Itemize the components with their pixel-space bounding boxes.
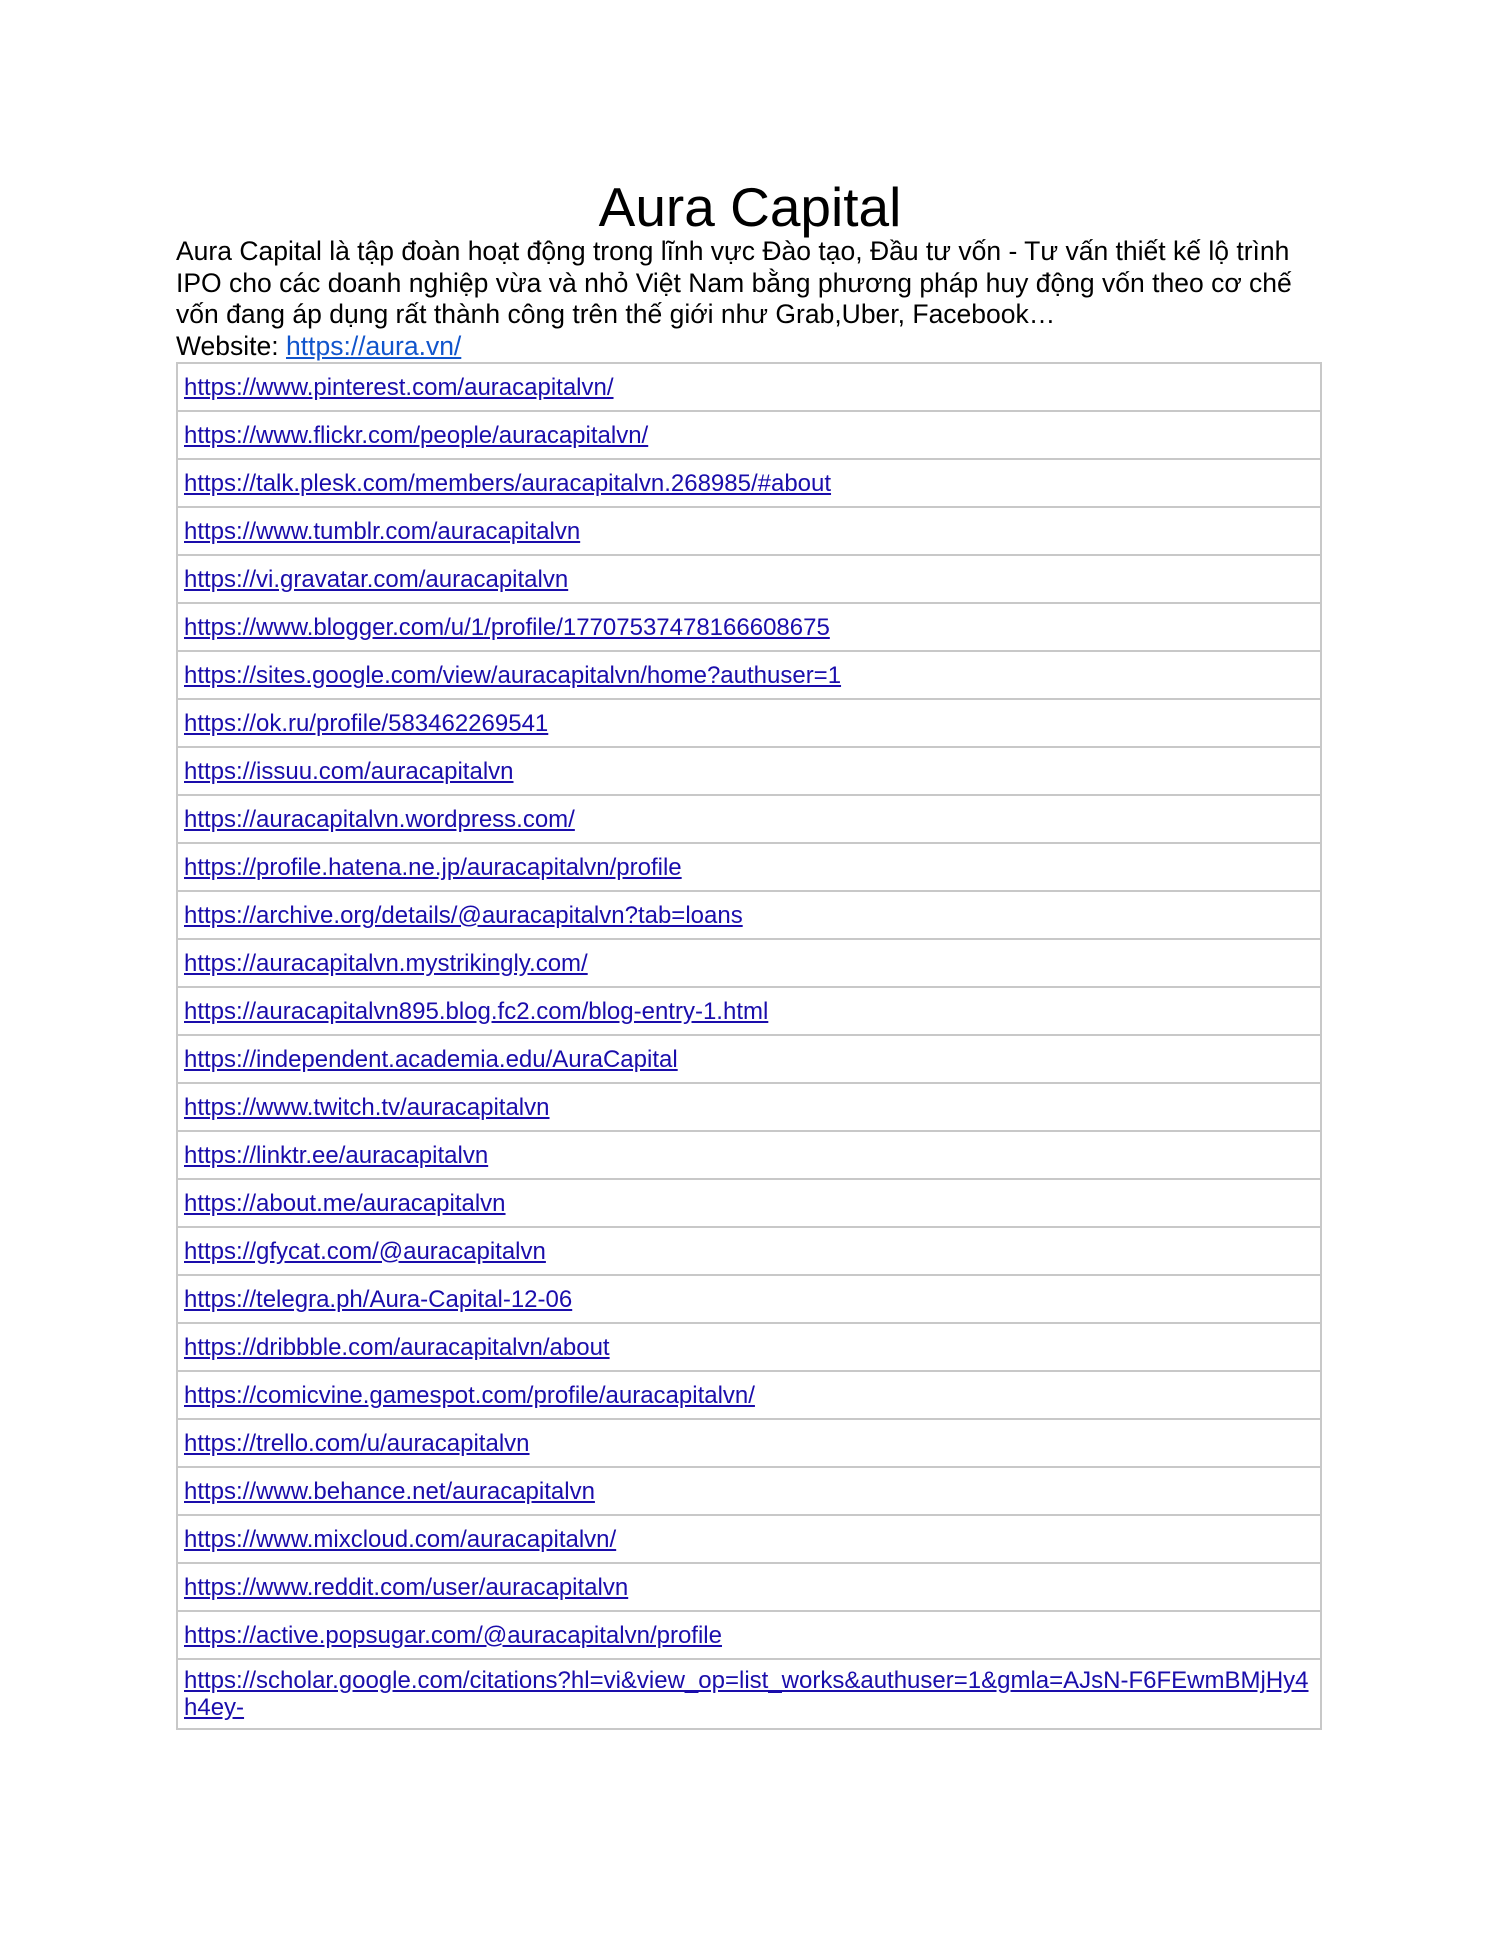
- table-cell: [177, 891, 1321, 939]
- profile-link[interactable]: https://www.tumblr.com/auracapitalvn: [184, 517, 581, 545]
- table-row: [177, 939, 1321, 987]
- table-cell: [177, 1131, 1321, 1179]
- table-row: [177, 1179, 1321, 1227]
- table-cell: [177, 411, 1321, 459]
- table-cell: [177, 459, 1321, 507]
- profile-link[interactable]: https://vi.gravatar.com/auracapitalvn: [184, 565, 569, 593]
- table-cell: [177, 795, 1321, 843]
- table-cell: [177, 939, 1321, 987]
- table-cell: [177, 987, 1321, 1035]
- profile-link[interactable]: https://auracapitalvn.mystrikingly.com/: [184, 949, 588, 977]
- table-row: [177, 1467, 1321, 1515]
- profile-link[interactable]: https://profile.hatena.ne.jp/auracapitalvn/profile: [184, 853, 682, 881]
- table-row: [177, 1035, 1321, 1083]
- profile-link[interactable]: https://archive.org/details/@auracapitalvn?tab=loans: [184, 901, 743, 929]
- profile-link[interactable]: https://linktr.ee/auracapitalvn: [184, 1141, 489, 1169]
- profile-link[interactable]: https://www.behance.net/auracapitalvn: [184, 1477, 595, 1505]
- profile-link[interactable]: https://talk.plesk.com/members/auracapitalvn.268985/#about: [184, 469, 832, 497]
- table-cell: [177, 651, 1321, 699]
- profile-link[interactable]: https://auracapitalvn895.blog.fc2.com/blog-entry-1.html: [184, 997, 769, 1025]
- table-cell: [177, 363, 1321, 411]
- table-row: [177, 1515, 1321, 1563]
- table-cell: [177, 747, 1321, 795]
- table-row: [177, 1083, 1321, 1131]
- profile-link[interactable]: https://www.blogger.com/u/1/profile/17707537478166608675: [184, 613, 830, 641]
- profile-link[interactable]: https://independent.academia.edu/AuraCapital: [184, 1045, 678, 1073]
- website-label: Website:: [176, 330, 279, 361]
- website-line: [176, 331, 1326, 363]
- table-cell: [177, 1515, 1321, 1563]
- profile-link[interactable]: https://www.mixcloud.com/auracapitalvn/: [184, 1525, 617, 1553]
- profile-link[interactable]: https://www.twitch.tv/auracapitalvn: [184, 1093, 550, 1121]
- table-cell: [177, 1467, 1321, 1515]
- table-cell: [177, 843, 1321, 891]
- table-row: [177, 1563, 1321, 1611]
- table-cell: [177, 1179, 1321, 1227]
- table-cell: [177, 1563, 1321, 1611]
- table-row: [177, 1275, 1321, 1323]
- table-row: [177, 1611, 1321, 1659]
- table-row: [177, 987, 1321, 1035]
- profile-link[interactable]: https://trello.com/u/auracapitalvn: [184, 1429, 530, 1457]
- table-cell: [177, 555, 1321, 603]
- profile-link[interactable]: https://www.reddit.com/user/auracapitalvn: [184, 1573, 629, 1601]
- intro-section: [176, 236, 1326, 362]
- table-cell: [177, 1611, 1321, 1659]
- intro-paragraph: Aura Capital là tập đoàn hoạt động trong lĩnh vực Đào tạo, Đầu tư vốn - Tư vấn thiết kế lộ trình IPO cho các doanh nghiệp vừa và nhỏ Việt Nam bằng phương pháp huy động vốn theo cơ chế vốn đang áp dụng rất thành công trên thế giới như Grab,Uber, Facebook…: [176, 236, 1292, 329]
- table-row: [177, 1323, 1321, 1371]
- profile-link[interactable]: https://gfycat.com/@auracapitalvn: [184, 1237, 546, 1265]
- profile-link[interactable]: https://scholar.google.com/citations?hl=vi&view_op=list_works&authuser=1&gmla=AJsN-F6FEwmBMjHy4h4ey-: [184, 1667, 1309, 1721]
- table-row: [177, 1419, 1321, 1467]
- table-cell: [177, 1659, 1321, 1729]
- profile-link[interactable]: https://sites.google.com/view/auracapitalvn/home?authuser=1: [184, 661, 842, 689]
- table-cell: [177, 603, 1321, 651]
- table-row: [177, 795, 1321, 843]
- table-row: [177, 459, 1321, 507]
- table-row: [177, 747, 1321, 795]
- profile-link[interactable]: https://dribbble.com/auracapitalvn/about: [184, 1333, 610, 1361]
- table-cell: [177, 1419, 1321, 1467]
- table-cell: [177, 1275, 1321, 1323]
- profile-link[interactable]: https://active.popsugar.com/@auracapitalvn/profile: [184, 1621, 722, 1649]
- page-title: Aura Capital: [598, 176, 902, 238]
- table-row: [177, 1227, 1321, 1275]
- table-row: [177, 891, 1321, 939]
- table-row: [177, 1371, 1321, 1419]
- profile-link[interactable]: https://ok.ru/profile/583462269541: [184, 709, 549, 737]
- table-row: [177, 1131, 1321, 1179]
- profile-link[interactable]: https://www.flickr.com/people/auracapitalvn/: [184, 421, 649, 449]
- links-table: [176, 362, 1322, 1730]
- table-cell: [177, 507, 1321, 555]
- profile-link[interactable]: https://about.me/auracapitalvn: [184, 1189, 506, 1217]
- table-cell: [177, 1323, 1321, 1371]
- table-row: [177, 363, 1321, 411]
- table-cell: [177, 699, 1321, 747]
- profile-link[interactable]: https://issuu.com/auracapitalvn: [184, 757, 514, 785]
- table-row: [177, 603, 1321, 651]
- table-cell: [177, 1227, 1321, 1275]
- profile-link[interactable]: https://comicvine.gamespot.com/profile/auracapitalvn/: [184, 1381, 755, 1409]
- table-row: [177, 555, 1321, 603]
- table-row: [177, 507, 1321, 555]
- table-row: [177, 699, 1321, 747]
- table-cell: [177, 1035, 1321, 1083]
- links-table-body: [177, 363, 1321, 1729]
- profile-link[interactable]: https://auracapitalvn.wordpress.com/: [184, 805, 575, 833]
- profile-link[interactable]: https://telegra.ph/Aura-Capital-12-06: [184, 1285, 573, 1313]
- table-cell: [177, 1371, 1321, 1419]
- table-row: [177, 651, 1321, 699]
- profile-link[interactable]: https://www.pinterest.com/auracapitalvn/: [184, 373, 614, 401]
- table-row: [177, 1659, 1321, 1729]
- table-row: [177, 843, 1321, 891]
- table-row: [177, 411, 1321, 459]
- website-link[interactable]: https://aura.vn/: [286, 330, 462, 361]
- table-cell: [177, 1083, 1321, 1131]
